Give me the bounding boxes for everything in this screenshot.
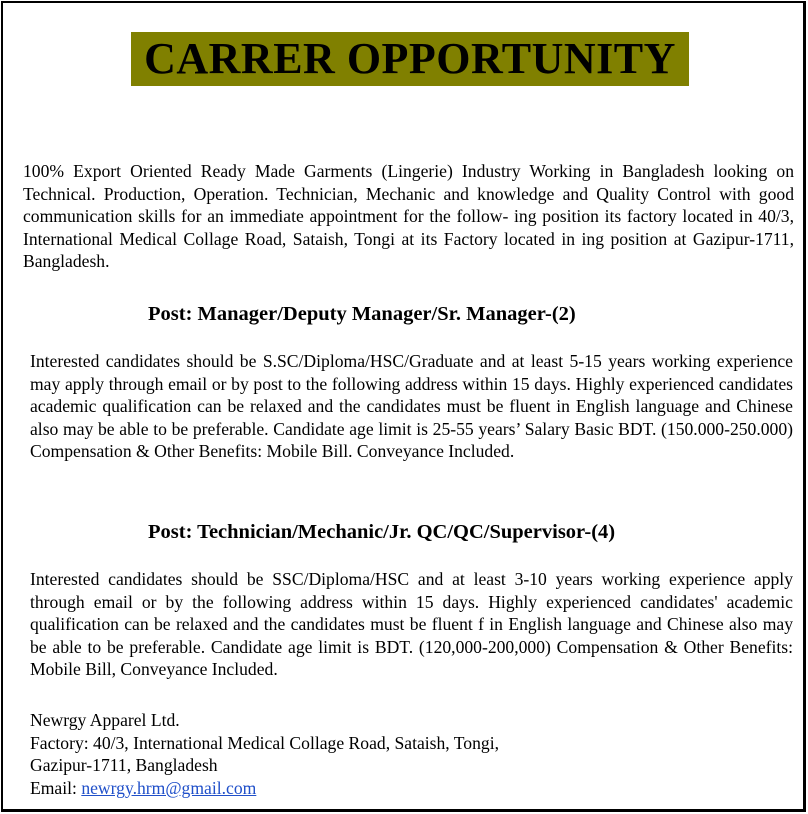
company-name: Newrgy Apparel Ltd.	[30, 710, 180, 730]
headline-banner: CARRER OPPORTUNITY	[131, 32, 689, 86]
job-advertisement	[1, 1, 806, 812]
post-body-technician: Interested candidates should be SSC/Diploma/HSC and at least 3-10 years working experience apply through email or by the following address within 15 days. Highly experienced candidates' academic qualification can be relaxed and the candidates must be fluent f in English language and Chinese also may be able to be preferable. Candidate age limit is BDT. (120,000-200,000) Compensation & Other Benefits: Mobile Bill, Conveyance Included.	[30, 569, 793, 679]
post-body-manager: Interested candidates should be S.SC/Diploma/HSC/Graduate and at least 5-15 years working experience may apply through email or by post to the following address within 15 days. Highly experienced candidates academic qualification can be relaxed and the candidates must be fluent in English language and Chinese also may be able to be preferable. Candidate age limit is 25-55 years’ Salary Basic BDT. (150.000-250.000) Compensation & Other Benefits: Mobile Bill. Conveyance Included.	[30, 351, 793, 461]
email-link[interactable]: newrgy.hrm@gmail.com	[81, 777, 257, 798]
factory-address-line1: Factory: 40/3, International Medical Collage Road, Sataish, Tongi,	[30, 732, 499, 753]
intro-paragraph: 100% Export Oriented Ready Made Garments (Lingerie) Industry Working in Bangladesh looking on Technical. Production, Operation. Technician, Mechanic and knowledge and Quality Control with good communication skills for an immediate appointment for the follow- ing position its factory located in 40/3, International Medical Collage Road, Sataish, Tongi at its Factory located in ing position at Gazipur-1711, Bangladesh.	[23, 161, 794, 271]
contact-block	[30, 709, 499, 799]
post-title-manager: Post: Manager/Deputy Manager/Sr. Manager-(2)	[148, 303, 576, 325]
factory-address-line2: Gazipur-1711, Bangladesh	[30, 755, 218, 775]
post-title-technician: Post: Technician/Mechanic/Jr. QC/QC/Supervisor-(4)	[148, 521, 616, 543]
email-label: Email:	[30, 777, 77, 798]
email-line	[30, 777, 499, 800]
